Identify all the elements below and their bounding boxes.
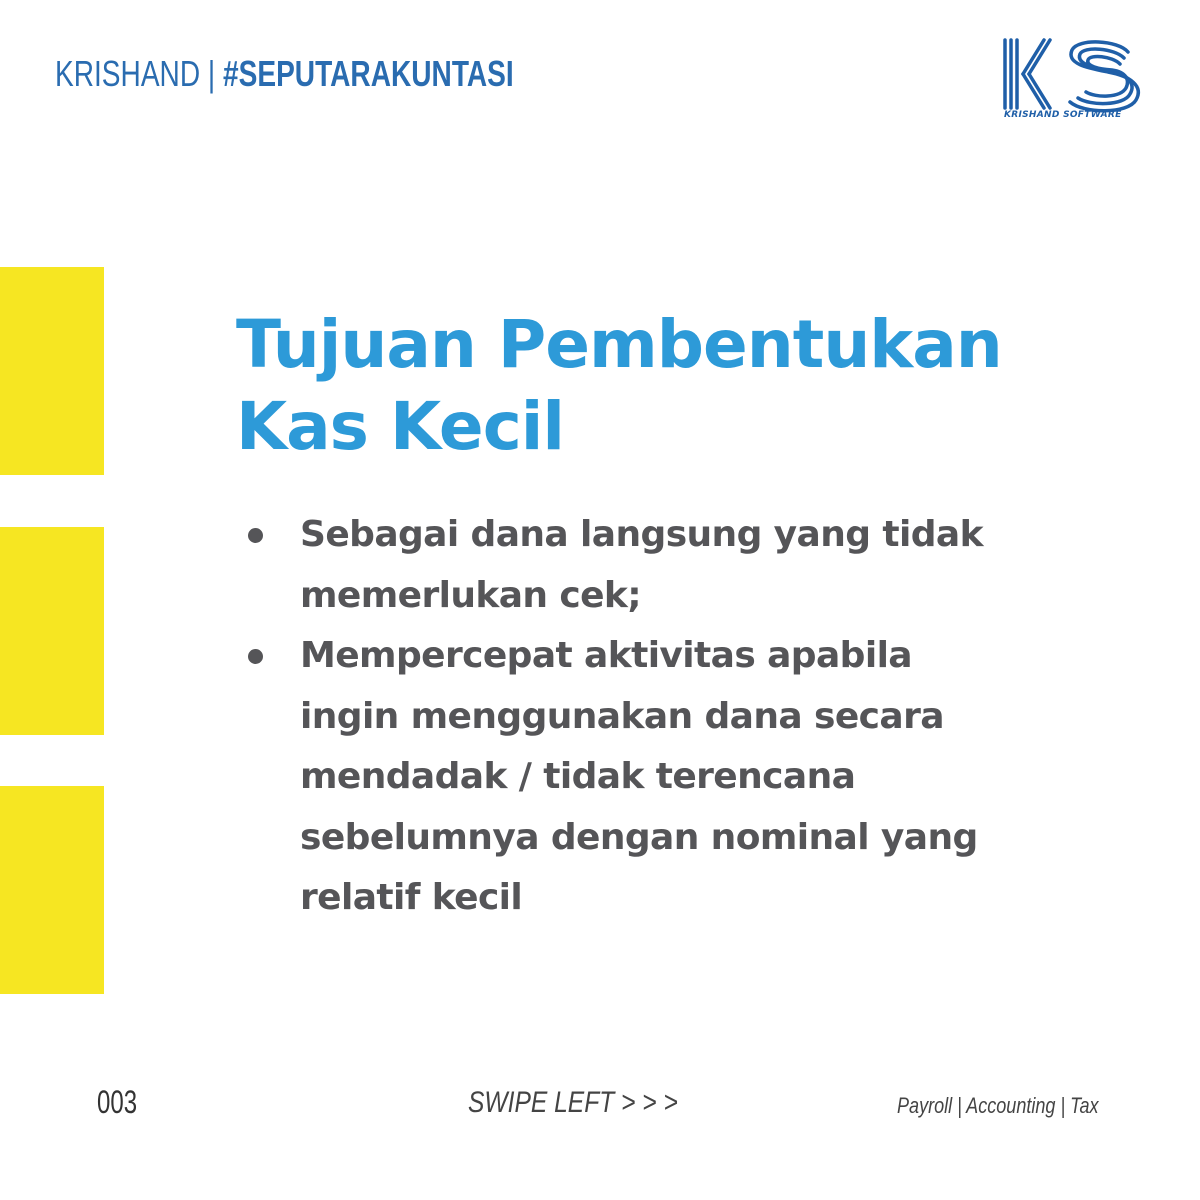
header-brand: KRISHAND [55,53,201,94]
bullet-icon [248,649,263,664]
bullet-list [238,505,998,929]
logo-caption: KRISHAND SOFTWARE [1004,110,1122,120]
yellow-accent-bar [0,527,104,735]
yellow-accent-bar [0,786,104,994]
list-item [238,626,998,929]
services-tagline: Payroll | Accounting | Tax [897,1093,1099,1118]
title-line-2: Kas Kecil [236,388,565,465]
slide-title [236,304,1036,468]
list-item [238,505,998,626]
header-tagline [55,52,514,96]
bullet-text: Sebagai dana langsung yang tidak memerlukan cek; [300,514,983,616]
bullet-text: Mempercepat aktivitas apabila ingin menggunakan dana secara mendadak / tidak terencana sebelumnya dengan nominal yang relatif kecil [300,635,978,918]
header-hashtag: #SEPUTARAKUNTASI [223,53,514,94]
yellow-accent-bar [0,267,104,475]
page-number: 003 [97,1084,138,1120]
swipe-hint[interactable]: SWIPE LEFT > > > [468,1086,678,1119]
header-separator: | [207,53,216,94]
bullet-icon [248,528,263,543]
krishand-software-logo [1000,36,1150,126]
title-line-1: Tujuan Pembentukan [236,306,1002,383]
